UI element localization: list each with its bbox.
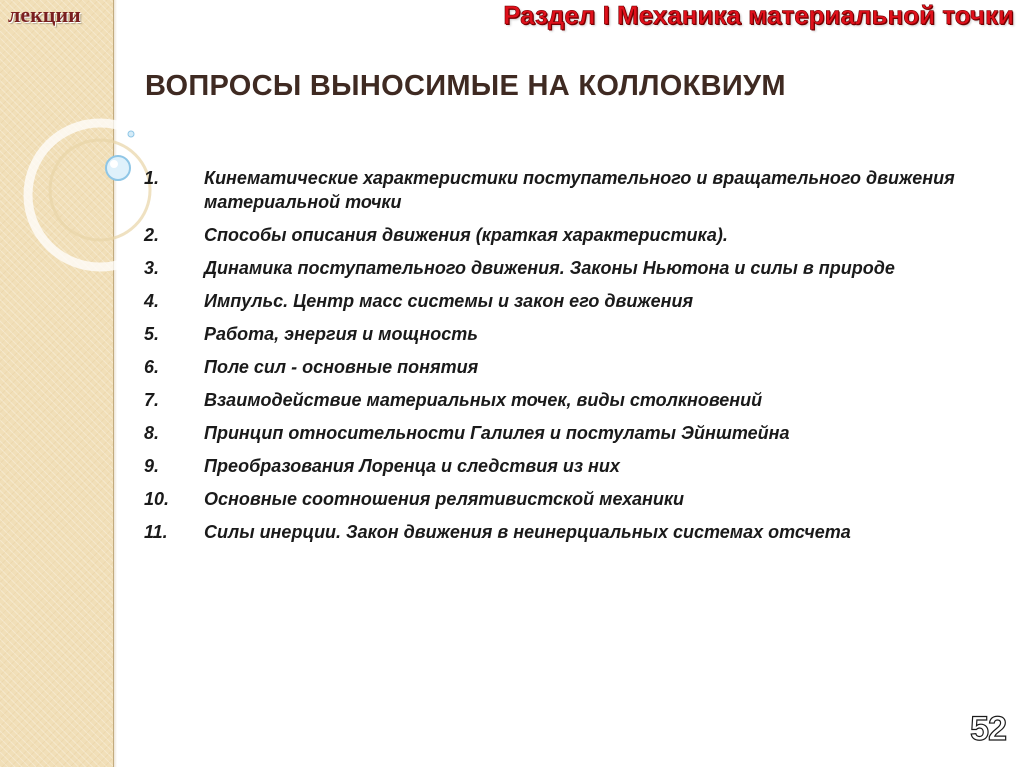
- bubble-small: [128, 131, 134, 137]
- item-number: 9.: [144, 456, 160, 476]
- item-text: Поле сил - основные понятия: [204, 357, 479, 377]
- item-number: 1.: [144, 168, 160, 188]
- lectures-tag: лекции: [8, 2, 81, 27]
- list-item: [144, 487, 994, 511]
- list-item: [144, 454, 994, 478]
- item-number: 4.: [144, 291, 160, 311]
- item-number: 7.: [144, 390, 160, 410]
- item-text: Основные соотношения релятивистской механики: [204, 489, 685, 509]
- bubble-large: [106, 156, 130, 180]
- list-item: [144, 166, 994, 214]
- item-number: 6.: [144, 357, 160, 377]
- item-number: 10.: [144, 489, 170, 509]
- item-text: Кинематические характеристики поступательного и вращательного движения материальной точки: [204, 168, 955, 212]
- list-item: [144, 355, 994, 379]
- item-number: 3.: [144, 258, 160, 278]
- list-item: [144, 388, 994, 412]
- item-text: Работа, энергия и мощность: [204, 324, 478, 344]
- section-header: Раздел I Механика материальной точки: [503, 0, 1014, 30]
- item-text: Взаимодействие материальных точек, виды столкновений: [204, 390, 763, 410]
- list-item: [144, 520, 994, 544]
- questions-list: [144, 166, 994, 553]
- list-item: [144, 223, 994, 247]
- list-item: [144, 421, 994, 445]
- item-text: Силы инерции. Закон движения в неинерциальных системах отсчета: [204, 522, 851, 542]
- item-number: 8.: [144, 423, 160, 443]
- item-text: Способы описания движения (краткая характеристика).: [204, 225, 728, 245]
- item-number: 5.: [144, 324, 160, 344]
- list-item: [144, 289, 994, 313]
- item-text: Динамика поступательного движения. Законы Ньютона и силы в природе: [204, 258, 895, 278]
- bubble-large-shine: [110, 160, 118, 168]
- item-text: Принцип относительности Галилея и постулаты Эйнштейна: [204, 423, 790, 443]
- item-number: 11.: [144, 522, 168, 542]
- medium-ring: [50, 140, 150, 240]
- item-text: Импульс. Центр масс системы и закон его движения: [204, 291, 694, 311]
- list-item: [144, 322, 994, 346]
- list-item: [144, 256, 994, 280]
- item-text: Преобразования Лоренца и следствия из них: [204, 456, 620, 476]
- slide-title: ВОПРОСЫ ВЫНОСИМЫЕ НА КОЛЛОКВИУМ: [145, 70, 786, 102]
- page-number: 52: [970, 710, 1006, 748]
- item-number: 2.: [144, 225, 160, 245]
